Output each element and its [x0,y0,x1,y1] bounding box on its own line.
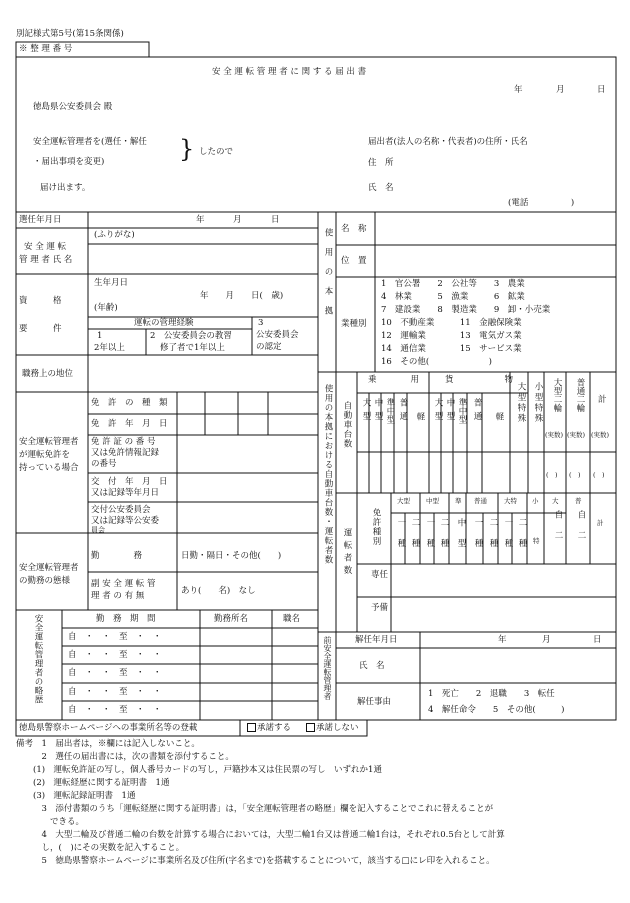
lic-issue-label-1: 交 付 年 月 日 [91,477,168,487]
drivers-label: 運転者数 [342,528,352,578]
vehicles-label: 使用の本拠における自動車台数・運転者数 [323,384,333,565]
vh-unit: (実数) [545,431,564,439]
header-box [16,57,616,212]
vh-col: 軽 [415,412,425,423]
industry-line: 4 林業 5 漁業 6 鉱業 [381,292,525,302]
consent-label: 徳島県警察ホームページへの事業所名等の登載 [19,723,198,733]
furigana-label: (ふりがな) [94,230,135,240]
industry-line: 14 通信業 15 サービス業 [381,344,522,354]
vh-special1: 大型特殊 [516,382,526,424]
appoint-date-label: 選任年月日 [19,215,62,225]
position-label: 職務上の地位 [22,369,74,379]
lic-sub: 二種 [517,518,527,559]
intro-line3: 届け出ます。 [40,183,91,193]
lic-col: 中型 [426,497,439,505]
industry-label: 業種別 [341,319,367,329]
dismiss-reasons-1: 1 死亡 2 退職 3 転任 [428,689,555,699]
notifier-label: 届出者(法人の名称・代表者)の住所・氏名 [368,137,528,147]
checkbox-decline[interactable] [306,723,315,732]
lic-col: 準 [455,497,462,505]
lic-col: 大 [552,497,559,505]
lic-type-label-right: 免許種別 [371,508,381,546]
lic-no-label-3: の番号 [91,459,117,469]
lic-sub: 一種 [396,518,406,559]
appoint-day: 日 [271,215,280,225]
vh-total: 計 [598,395,607,405]
lic-col: 大型 [397,497,410,505]
vh-col: 準中型 [385,398,395,424]
lic-sub: 一種 [503,518,513,559]
industry-line: 7 建設業 8 製造業 9 卸・小売業 [381,305,551,315]
career-label: 安全運転管理者の略歴 [33,614,43,704]
lic-col: 普 [575,497,582,505]
exp2-a: 2 公安委員会の教習 [150,331,232,341]
name-label-2: 管 理 者 氏 名 [19,255,73,265]
dismiss-reason-label: 解任事由 [357,697,392,707]
vh-col: 中型 [445,398,455,425]
date-month: 月 [556,85,565,95]
vh-col: 大型 [361,398,371,425]
vh-paren: ( ) [569,471,581,479]
consent-decline[interactable] [306,723,359,733]
industry-line: 10 不動産業 11 金融保険業 [381,318,522,328]
career-row: 自 ・ ・ 至 ・ ・ [68,687,162,697]
vehicle-count-label: 自動車台数 [342,401,352,449]
lic-holder-1: 安全運転管理者 [19,437,79,447]
vh-special2: 小型特殊 [533,382,543,424]
addressee: 徳島県公安委員会 殿 [33,102,113,112]
lic-sub: 特 [533,537,540,545]
lic-sub: 計 [597,519,604,527]
career-row: 自 ・ ・ 至 ・ ・ [68,650,162,660]
note-line: (3) 運転記録証明書 1通 [16,791,136,801]
lic-date-label: 免 許 年 月 日 [91,419,168,429]
vh-paren: ( ) [593,471,605,479]
duty-value: 日勤・隔日・その他( ) [181,551,282,561]
industry-line: 1 官公署 2 公社等 3 農業 [381,279,525,289]
career-header-title: 職名 [283,614,301,624]
notifier-address: 住 所 [368,158,394,168]
vh-col: 普通 [472,398,482,425]
exp3-b: 公安委員会 [256,330,299,340]
vh-unit: (実数) [591,431,610,439]
reg-no-label: ※ 整 理 番 号 [19,44,73,54]
dismiss-reasons-2: 4 解任命令 5 その他( ) [428,705,565,715]
consent-accept[interactable] [247,723,291,733]
name-label-1: 安 全 運 転 [24,242,67,252]
note-line: 4 大型二輪及び普通二輪の台数を計算する場合においては，大型二輪1台又は普通二輪1台は，それぞれ0.5台として計算 [16,830,505,840]
vh-bike1: 大型二輪 [552,378,562,412]
lic-sub: 二種 [410,518,420,559]
lic-holder-3: 持っている場合 [19,463,79,473]
deputy-label-2: 理 者 の 有 無 [91,591,145,601]
dismiss-date-label: 解任年月日 [355,635,398,645]
birth-label: 生年月日 [94,278,129,288]
note-line: 3 添付書類のうち「運転経歴に関する証明書」は，「安全運転管理者の略歴」欄を記入することでこれに替えることが [16,804,494,814]
exp2-b: 修了者で1年以上 [160,343,225,353]
lic-sub: 二種 [488,518,498,559]
lic-issue-label-2: 又は記録等年月日 [91,488,160,498]
work-label-1: 安全運転管理者 [19,563,79,573]
intro-suffix: したので [199,147,234,157]
form-title: 安 全 運 転 管 理 者 に 関 す る 届 出 書 [212,67,367,77]
lic-sub: 一種 [425,518,435,559]
qual-label-1: 資 格 [19,296,62,306]
deputy-value: あり( 名) なし [181,586,256,596]
brace-icon: } [179,135,195,163]
lic-col: 普通 [474,497,487,505]
vh-col: 大型 [433,398,443,425]
base-label: 使用の本拠 [323,228,333,326]
vh-paren: ( ) [546,471,558,479]
reserve-label: 予備 [371,603,389,613]
lic-sub: 一種 [473,518,483,559]
industry-line: 12 運輸業 13 電気ガス業 [381,331,522,341]
consent-accept-text: 承諾する [257,723,292,733]
duty-label: 勤 務 [91,551,143,561]
career-row: 自 ・ ・ 至 ・ ・ [68,705,162,715]
prev-manager-label: 前安全運転管理者 [323,636,332,700]
appoint-year: 年 [196,215,205,225]
note-line: 2 選任の届出書には，次の書類を添付すること。 [16,752,234,762]
form-id: 別記様式第5号(第15条関係) [16,29,124,39]
passenger-label: 乗 用 [368,375,420,385]
lic-committee-label-1: 交付公安委員会 [91,505,151,515]
exp3-a: 3 [258,318,264,328]
exp-header: 運転の管理経験 [134,318,194,328]
appoint-month: 月 [233,215,242,225]
lic-sub: 自二 [553,510,563,551]
lic-holder-2: が運転免許を [19,450,71,460]
career-header-office: 勤務所名 [214,614,249,624]
note-line: (1) 運転免許証の写し，個人番号カードの写し，戸籍抄本又は住民票の写し いずれか1通 [16,765,382,775]
base-loc-label: 位 置 [341,256,367,266]
note-line: できる。 [16,817,85,827]
career-row: 自 ・ ・ 至 ・ ・ [68,632,162,642]
note-line: 備考 1 届出者は，※欄には記入しないこと。 [16,739,200,749]
lic-committee-label-2: 又は記録等公安委 [91,516,160,526]
prev-name-label: 氏 名 [359,661,385,671]
vh-col: 普通 [398,398,408,425]
notifier-phone: (電話 ) [508,198,575,208]
lic-col: 大特 [504,497,517,505]
birth-ymd: 年 月 日( 歳) [200,291,284,301]
vh-col: 中型 [373,398,383,425]
cargo-label: 貨 物 [445,375,514,385]
lic-sub: 二種 [439,518,449,559]
lic-no-label-1: 免 許 証 の 番 号 [91,437,156,447]
vh-bike2: 普通二輪 [575,378,585,412]
vh-col: 準中型 [457,398,467,424]
lic-committee-label-3: 員会 [91,526,105,534]
qual-label-2: 要 件 [19,324,62,334]
date-day: 日 [597,85,606,95]
checkbox-accept[interactable] [247,723,256,732]
career-header-period: 勤 務 期 間 [96,614,156,624]
lic-sub: 自二 [576,510,586,551]
notifier-name: 氏 名 [368,183,394,193]
date-year: 年 [514,85,523,95]
dismiss-month: 月 [542,635,551,645]
deputy-label-1: 副 安 全 運 転 管 [91,579,156,589]
intro-line1: 安全運転管理者を(選任・解任 [33,137,147,147]
dismiss-year: 年 [498,635,507,645]
lic-type-label: 免 許 の 種 類 [91,398,168,408]
vh-col: 軽 [494,412,504,423]
vh-unit: (実数) [567,431,586,439]
industry-line: 16 その他( ) [381,357,492,367]
work-label-2: の勤務の態様 [19,576,71,586]
note-line: (2) 運転経歴に関する証明書 1通 [16,778,170,788]
note-line: 5 徳島県警察ホームページに事業所名及び住所(字名まで)を搭載することについて，該当する□にレ印を入れること。 [16,856,495,866]
age-label: (年齢) [94,303,118,313]
lic-sub: 中型 [456,518,466,559]
exp1-b: 2年以上 [94,343,125,353]
exp3-c: の認定 [256,342,282,352]
dismiss-day: 日 [593,635,602,645]
base-name-label: 名 称 [341,224,367,234]
intro-line2: ・届出事項を変更) [33,157,105,167]
career-row: 自 ・ ・ 至 ・ ・ [68,668,162,678]
lic-col: 小 [532,497,539,505]
lic-no-label-2: 又は免許情報記録 [91,448,160,458]
exp1-a: 1 [97,331,103,341]
note-line: し，( )にその実数を記入すること。 [16,843,185,853]
fulltime-label: 専任 [371,570,389,580]
consent-decline-text: 承諾しない [316,723,359,733]
